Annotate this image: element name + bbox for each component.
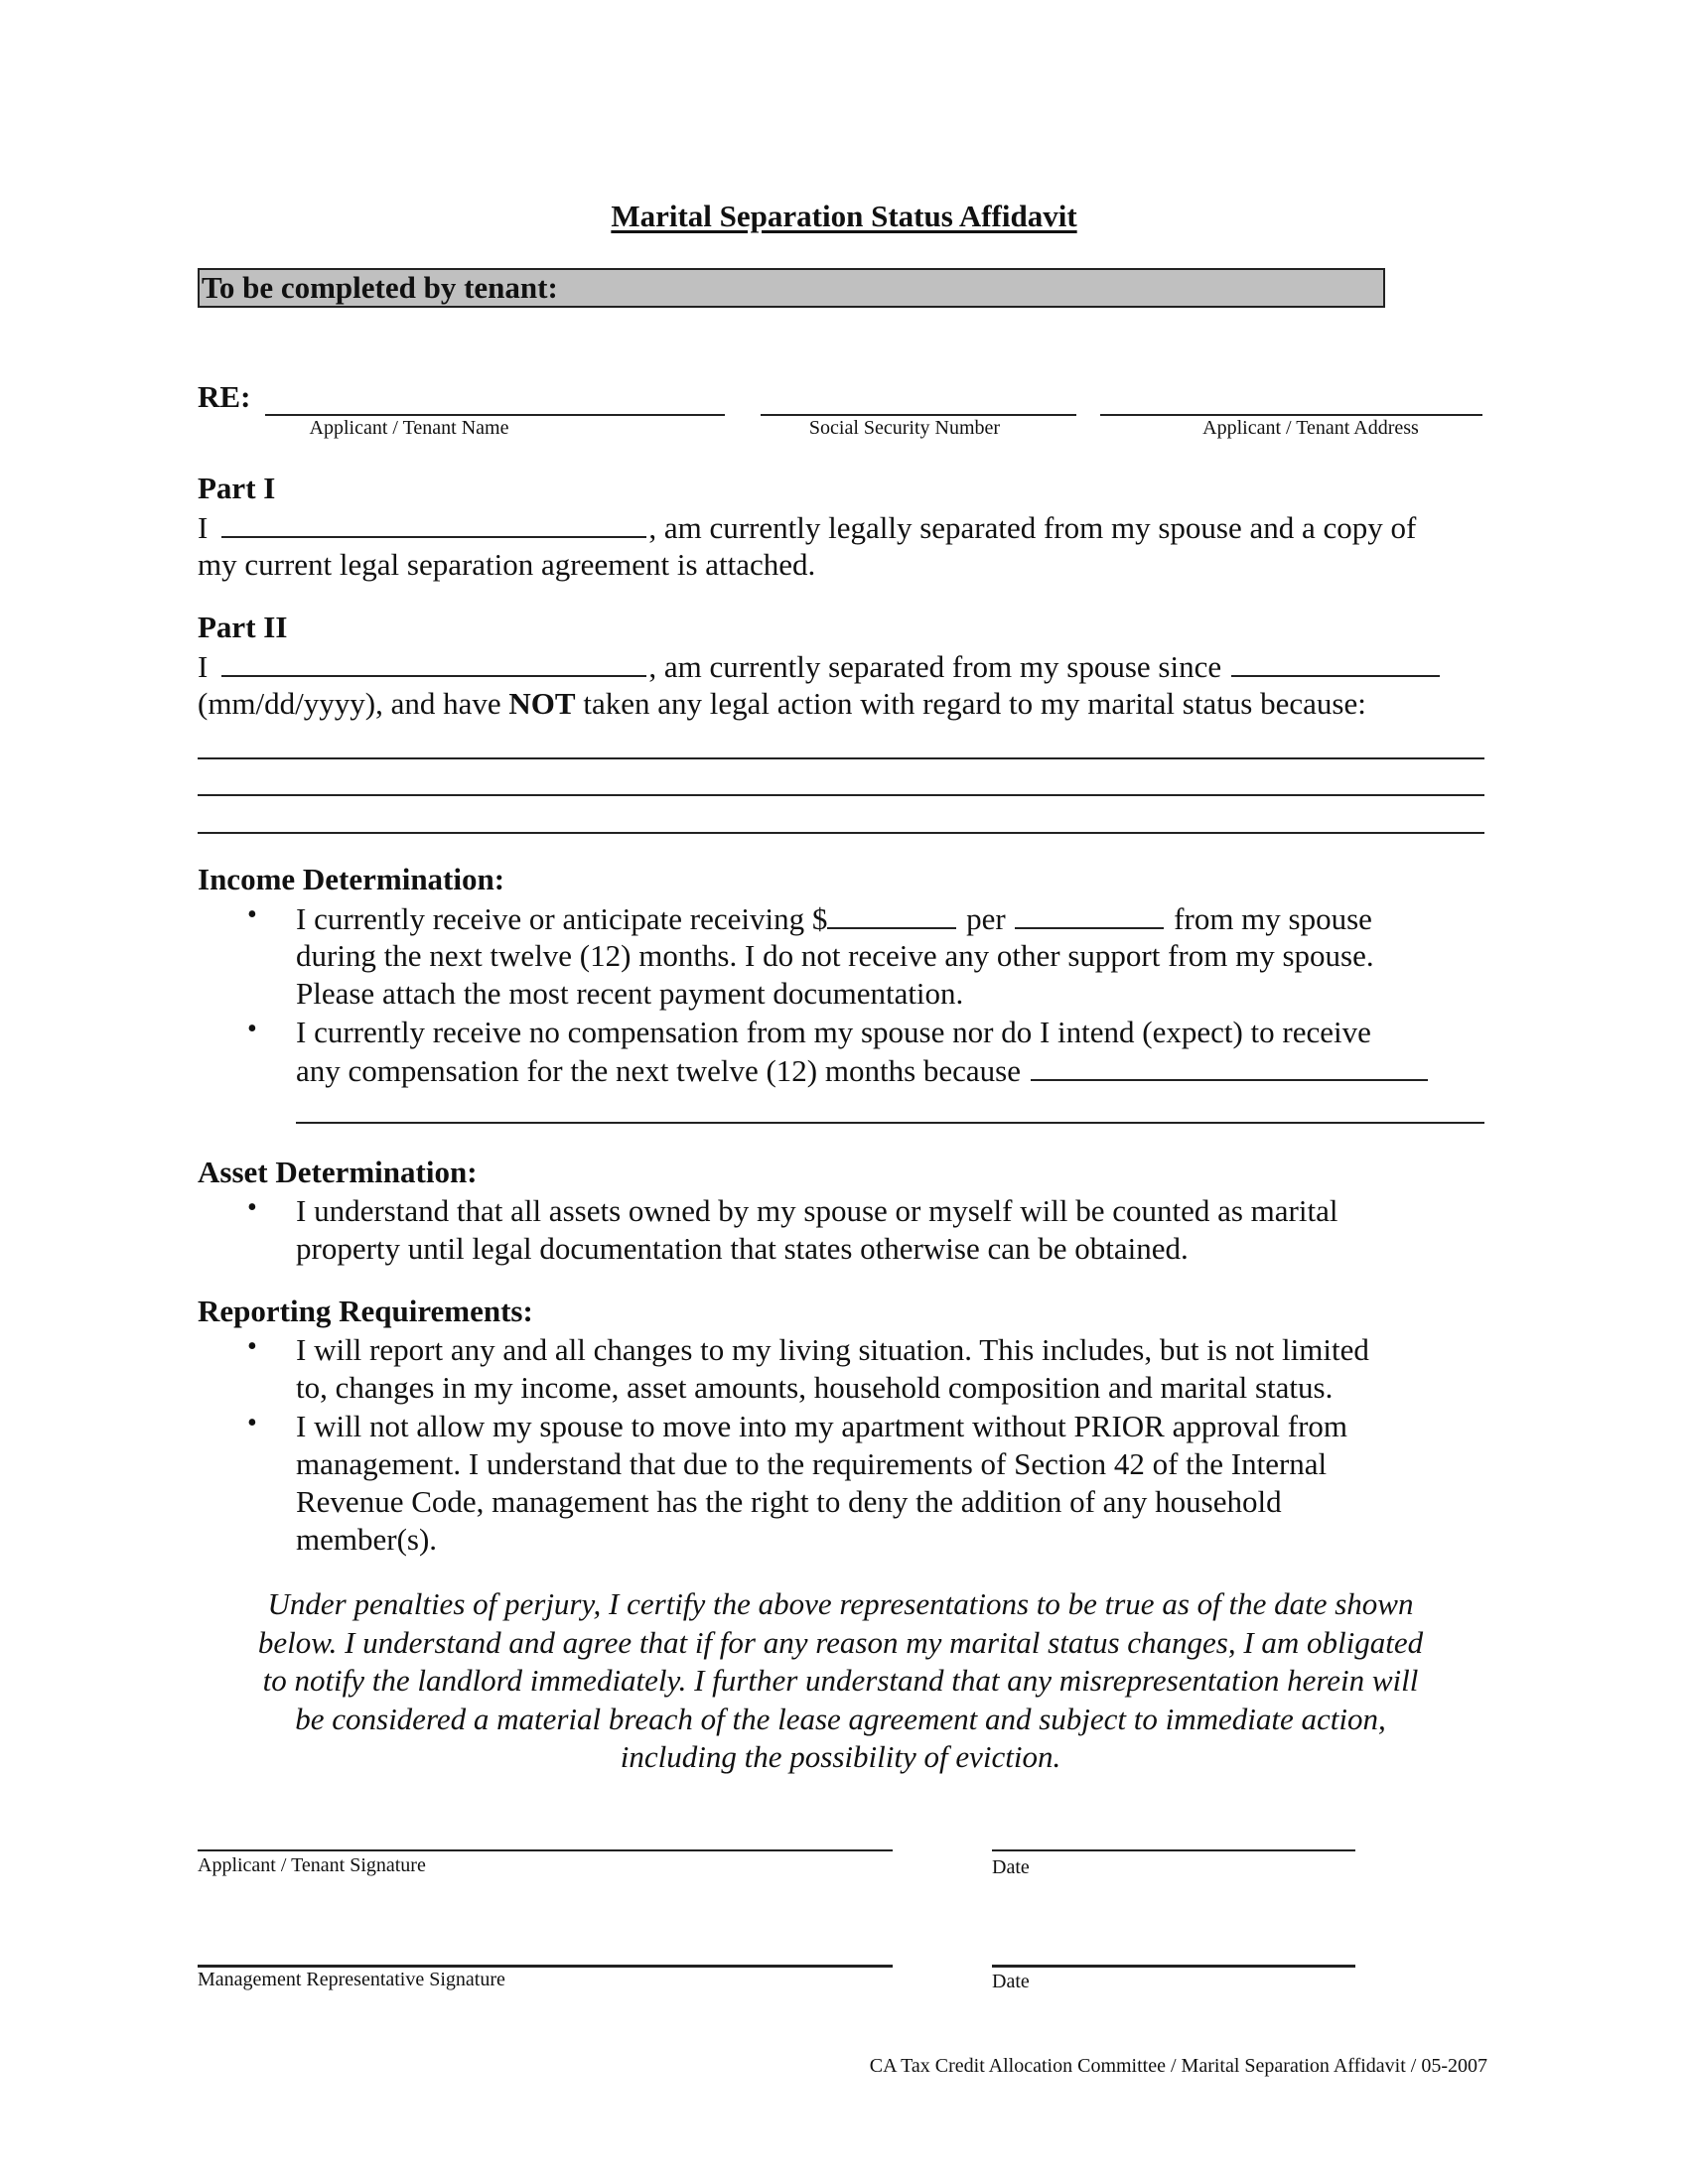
management-signature-field[interactable] xyxy=(198,1965,893,1968)
reporting-bullet-1-line-2: to, changes in my income, asset amounts, household composition and marital status. xyxy=(296,1370,1334,1405)
no-compensation-reason-field[interactable] xyxy=(1031,1051,1428,1081)
part-1-name-field[interactable] xyxy=(221,508,646,538)
section-banner xyxy=(198,268,1385,308)
part-2-heading: Part II xyxy=(198,610,288,644)
part-1-line-1 xyxy=(198,508,1488,548)
income-per-text: per xyxy=(966,901,1006,936)
income-heading: Income Determination: xyxy=(198,862,505,896)
reporting-bullet-2-line-2: management. I understand that due to the requirements of Section 42 of the Internal xyxy=(296,1446,1328,1481)
asset-bullet-line-1: I understand that all assets owned by my spouse or myself will be counted as marital xyxy=(296,1193,1338,1228)
part-2-line-2-end: taken any legal action with regard to my marital status because: xyxy=(575,686,1366,721)
reporting-bullet-2-line-4: member(s). xyxy=(296,1522,438,1557)
certification-line: below. I understand and agree that if for any reason my marital status changes, I am obligated xyxy=(257,1624,1424,1660)
re-label: RE: xyxy=(198,379,251,414)
tenant-date-field[interactable] xyxy=(992,1849,1355,1851)
income-bullet-1-line-3: Please attach the most recent payment documentation. xyxy=(296,976,964,1011)
tenant-date-label: Date xyxy=(992,1856,1030,1878)
no-compensation-reason-line-2[interactable] xyxy=(296,1122,1484,1124)
income-bullet-1-line-2: during the next twelve (12) months. I do not receive any other support from my spouse. xyxy=(296,938,1374,973)
bullet-icon: • xyxy=(247,1331,257,1362)
income-bullet-1-line-1 xyxy=(296,899,1372,939)
tenant-address-label: Applicant / Tenant Address xyxy=(1202,417,1419,439)
tenant-signature-label: Applicant / Tenant Signature xyxy=(198,1854,426,1876)
part-1-line-2: my current legal separation agreement is attached. xyxy=(198,547,816,582)
separation-date-field[interactable] xyxy=(1231,647,1440,677)
management-signature-label: Management Representative Signature xyxy=(198,1969,505,1990)
banner-text: To be completed by tenant: xyxy=(202,270,558,305)
bullet-icon: • xyxy=(247,1192,257,1223)
tenant-name-label: Applicant / Tenant Name xyxy=(309,417,509,439)
part-1-prefix: I xyxy=(198,510,209,545)
asset-bullet-line-2: property until legal documentation that states otherwise can be obtained. xyxy=(296,1231,1189,1266)
tenant-name-field[interactable] xyxy=(265,414,725,416)
part-2-line-1 xyxy=(198,647,1488,687)
income-period-field[interactable] xyxy=(1015,899,1164,929)
part-2-line-2-start: (mm/dd/yyyy), and have xyxy=(198,686,509,721)
certification-line: to notify the landlord immediately. I further understand that any misrepresentation herein will xyxy=(262,1663,1419,1698)
income-because-text: any compensation for the next twelve (12) months because xyxy=(296,1053,1021,1088)
income-bullet-2-line-1: I currently receive no compensation from my spouse nor do I intend (expect) to receive xyxy=(296,1015,1371,1049)
ssn-label: Social Security Number xyxy=(808,417,1001,439)
bullet-icon: • xyxy=(247,899,257,930)
certification-statement xyxy=(198,1585,1483,1777)
form-footer: CA Tax Credit Allocation Committee / Marital Separation Affidavit / 05-2007 xyxy=(869,2055,1487,2077)
reason-line-3[interactable] xyxy=(198,832,1484,834)
tenant-signature-field[interactable] xyxy=(198,1849,893,1851)
income-from-text: from my spouse xyxy=(1174,901,1372,936)
income-receive-text: I currently receive or anticipate receiving $ xyxy=(296,901,828,936)
part-2-middle: , am currently separated from my spouse since xyxy=(648,649,1222,684)
part-2-name-field[interactable] xyxy=(221,647,646,677)
part-2-line-2 xyxy=(198,685,1366,724)
ssn-field[interactable] xyxy=(761,414,1076,416)
asset-heading: Asset Determination: xyxy=(198,1155,478,1189)
tenant-address-field[interactable] xyxy=(1100,414,1482,416)
part-2-not-emphasis: NOT xyxy=(508,686,576,721)
reporting-bullet-2-line-1: I will not allow my spouse to move into my apartment without PRIOR approval from xyxy=(296,1409,1348,1443)
certification-line: be considered a material breach of the lease agreement and subject to immediate action, xyxy=(295,1701,1386,1736)
reporting-bullet-1-line-1: I will report any and all changes to my living situation. This includes, but is not limited xyxy=(296,1332,1369,1367)
bullet-icon: • xyxy=(247,1014,257,1044)
part-1-heading: Part I xyxy=(198,471,276,505)
management-date-label: Date xyxy=(992,1971,1030,1992)
reporting-heading: Reporting Requirements: xyxy=(198,1294,533,1328)
page-title: Marital Separation Status Affidavit xyxy=(611,199,1077,233)
management-date-field[interactable] xyxy=(992,1965,1355,1968)
reason-line-1[interactable] xyxy=(198,757,1484,759)
reason-line-2[interactable] xyxy=(198,794,1484,796)
part-2-prefix: I xyxy=(198,649,209,684)
income-bullet-2-line-2 xyxy=(296,1051,1430,1091)
part-1-suffix: , am currently legally separated from my spouse and a copy of xyxy=(648,510,1417,545)
bullet-icon: • xyxy=(247,1408,257,1438)
income-amount-field[interactable] xyxy=(827,899,956,929)
reporting-bullet-2-line-3: Revenue Code, management has the right to deny the addition of any household xyxy=(296,1484,1282,1519)
certification-line: Under penalties of perjury, I certify the above representations to be true as of the date shown xyxy=(267,1586,1414,1621)
certification-line: including the possibility of eviction. xyxy=(620,1739,1061,1774)
